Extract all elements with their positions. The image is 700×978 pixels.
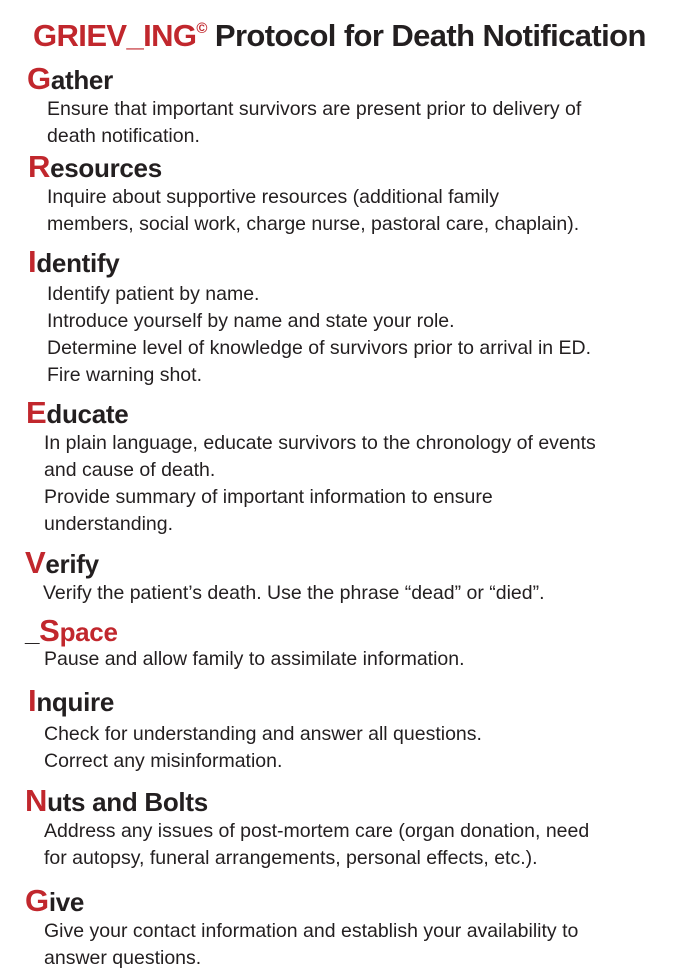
title-acronym: GRIEV_ING (33, 18, 197, 53)
body-line: Fire warning shot. (47, 364, 202, 386)
section-body (0, 818, 700, 872)
body-line: Inquire about supportive resources (additional family (47, 186, 499, 208)
page-title (33, 18, 646, 54)
body-line: members, social work, charge nurse, pastoral care, chaplain). (47, 213, 580, 235)
section-body (0, 184, 700, 238)
section-body (0, 281, 700, 389)
section-heading (0, 613, 700, 648)
section-heading (0, 244, 700, 279)
body-line: and cause of death. (44, 459, 216, 481)
section-heading (0, 683, 700, 718)
section-heading (0, 61, 700, 96)
body-line: Identify patient by name. (47, 283, 260, 305)
body-line: Check for understanding and answer all questions. (44, 723, 482, 745)
heading-initial: R (28, 149, 51, 184)
title-text: Protocol for Death Notification (206, 18, 646, 53)
heading-initial: I (28, 244, 37, 279)
section-body (0, 580, 700, 607)
section-gather (0, 61, 700, 150)
body-line: Correct any misinformation. (44, 750, 283, 772)
heading-initial: N (25, 783, 48, 818)
body-line: Give your contact information and establish your availability to (44, 920, 579, 942)
section-educate (0, 395, 700, 538)
body-line: Address any issues of post-mortem care (organ donation, need (44, 820, 590, 842)
section-heading (0, 545, 700, 580)
body-line: Verify the patient’s death. Use the phrase “dead” or “died”. (43, 582, 545, 604)
body-line: answer questions. (44, 947, 202, 969)
heading-initial: G (25, 883, 49, 918)
heading-prefix: _ (25, 617, 40, 647)
heading-rest: uts and Bolts (47, 787, 208, 817)
section-identify (0, 244, 700, 389)
copyright-mark: © (196, 20, 207, 37)
section-body (0, 96, 700, 150)
heading-rest: ducate (46, 399, 129, 429)
section-body (0, 430, 700, 538)
body-line: Provide summary of important information to ensure (44, 486, 493, 508)
section-body (0, 646, 700, 673)
body-line: Determine level of knowledge of survivors prior to arrival in ED. (47, 337, 592, 359)
section-give (0, 883, 700, 972)
heading-rest: nquire (36, 687, 114, 717)
section-space (0, 613, 700, 673)
body-line: death notification. (47, 125, 200, 147)
body-line: Pause and allow family to assimilate information. (44, 648, 465, 670)
heading-rest: ather (50, 65, 113, 95)
heading-initial: S (39, 613, 60, 648)
body-line: In plain language, educate survivors to the chronology of events (44, 432, 596, 454)
heading-initial: G (27, 61, 51, 96)
heading-rest: pace (59, 617, 118, 647)
section-heading (0, 883, 700, 918)
heading-rest: esources (50, 153, 162, 183)
section-nuts-and-bolts (0, 783, 700, 872)
section-inquire (0, 683, 700, 775)
section-heading (0, 783, 700, 818)
body-line: for autopsy, funeral arrangements, personal effects, etc.). (44, 847, 538, 869)
body-line: Introduce yourself by name and state your role. (47, 310, 455, 332)
body-line: Ensure that important survivors are present prior to delivery of (47, 98, 582, 120)
section-body (0, 918, 700, 972)
heading-initial: E (26, 395, 47, 430)
section-body (0, 721, 700, 775)
section-verify (0, 545, 700, 607)
heading-initial: V (25, 545, 46, 580)
section-resources (0, 149, 700, 238)
heading-rest: dentify (36, 248, 120, 278)
heading-rest: ive (48, 887, 85, 917)
body-line: understanding. (44, 513, 174, 535)
section-heading (0, 149, 700, 184)
heading-rest: erify (45, 549, 99, 579)
heading-initial: I (28, 683, 37, 718)
section-heading (0, 395, 700, 430)
